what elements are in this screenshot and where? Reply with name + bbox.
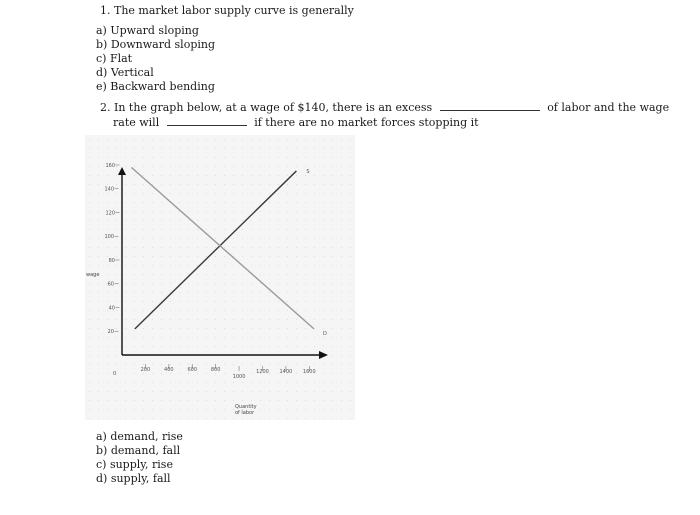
answer-blank-2[interactable] [167, 116, 247, 126]
y-tick-label: 120 [105, 210, 115, 217]
y-tick-label: 20 [107, 329, 114, 336]
q1-option-c: c) Flat [96, 52, 133, 65]
q1-option-e: e) Backward bending [96, 80, 215, 93]
question-1: 1. The market labor supply curve is generally [100, 4, 354, 17]
q2-option-c: c) supply, rise [96, 458, 173, 471]
question-2-line-1 [100, 101, 669, 114]
q1-option-a: a) Upward sloping [96, 24, 199, 37]
x-axis-label-line-2: of labor [235, 410, 255, 416]
question-2-text-2: of labor and the wage [547, 101, 670, 114]
x-tick-label: 1400 [279, 369, 293, 375]
x-tick-label: 1200 [256, 369, 269, 375]
x-tick-label: 200 [140, 367, 151, 373]
y-tick-label: 40 [108, 305, 115, 312]
labor-market-graph [85, 135, 355, 420]
x-tick-label: 1000 [232, 374, 246, 380]
question-2-text-4: if there are no market forces stopping it [254, 116, 479, 129]
q2-option-a: a) demand, rise [96, 430, 183, 443]
q2-option-d: d) supply, fall [96, 472, 171, 485]
q2-option-b: b) demand, fall [96, 444, 181, 457]
x-axis-label-line-1: Quantity [235, 404, 257, 410]
y-axis-label: wage [86, 272, 100, 278]
x-tick-label: 1600 [302, 369, 316, 375]
graph-background [85, 135, 355, 420]
y-tick-label: 140 [104, 186, 114, 193]
question-2-text-3: rate will [113, 116, 160, 129]
x-tick-label: 400 [164, 367, 174, 373]
q1-option-d: d) Vertical [96, 66, 154, 79]
y-tick-label: 100 [104, 234, 114, 241]
origin-label: 0 [113, 371, 117, 377]
x-tick-label: 800 [210, 367, 221, 373]
answer-blank-1[interactable] [440, 101, 540, 111]
demand-curve-label: D [322, 330, 327, 337]
q1-option-b: b) Downward sloping [96, 38, 216, 51]
question-2-line-2 [113, 116, 479, 129]
y-tick-label: 80 [108, 257, 115, 264]
supply-curve-label: S [306, 168, 310, 175]
x-tick-label: 600 [187, 367, 198, 373]
question-2-text-1: 2. In the graph below, at a wage of $140, there is an excess [100, 101, 433, 114]
y-tick-label: 60 [107, 281, 114, 288]
y-tick-label: 160 [105, 162, 115, 169]
